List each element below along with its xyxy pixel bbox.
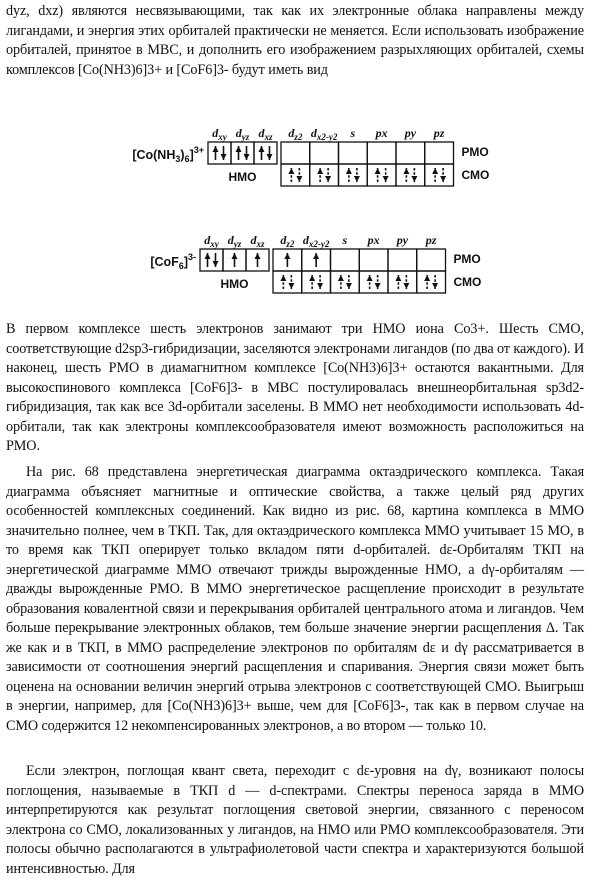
d2-smo-cell-5-down-arrow <box>432 275 438 289</box>
d2-smo-cell-2-down-arrow-head <box>346 283 352 289</box>
d2-rmo-cell-5 <box>417 249 446 271</box>
d1-rmo-cell-3 <box>367 142 396 164</box>
d1-smo-cell-3-up-arrow-head <box>375 168 381 174</box>
d1-nmo-cell-0-down-arrow-head <box>221 154 227 160</box>
d1-rmo-label: РМО <box>461 145 489 159</box>
d2-rmo-cell-4 <box>388 249 417 271</box>
d2-smo-label: СМО <box>453 275 482 289</box>
d1-smo-cell-5-up-arrow-head <box>432 168 438 174</box>
d2-smo-cell-1 <box>302 271 331 293</box>
d2-top-orbital-label-3: px <box>367 233 380 247</box>
d2-smo-cell-3-up-arrow <box>367 275 373 289</box>
d1-smo-cell-5-down-arrow <box>440 168 446 182</box>
d1-smo-cell-4-down-arrow-head <box>411 176 417 182</box>
d2-nmo-cell-1-up-arrow <box>232 253 238 267</box>
d2-nmo-cell-1-up-arrow-head <box>232 253 238 259</box>
p2-text: В первом комплексе шесть электронов занимают три НМО иона Co3+. Шесть СМО, соответствующие d2sp3-гибридизации, заселяются электронами лигандов (по два от каждого). И наконец, шесть РМО в диамагнитном комплексе [Co(NH3)6]3+ остаются вакантными. Для высокоспинового комплекса [CoF6]3- в МВС постулировалась внешнеорбитальная sp3d2-гибридизация, так как все 3d-орбитали заселены. В ММО нет необходимости использовать 4d-орбитали, так как электроны комплексообразователя имеют возможность расположиться на РМО. <box>6 321 584 454</box>
p3-text: На рис. 68 представлена энергетическая диаграмма октаэдрического комплекса. Такая диаграмма объясняет магнитные и оптические свойства, а также целый ряд других особенностей комплексных соединений. Как видно из рис. 68, картина комплекса в ММО значительно полнее, чем в ТКП. Так, для октаэдрического комплекса ММО учитывает 15 МО, в то время как ТКП оперирует только вкладом пяти d-орбиталей. dε-Орбиталям ТКП на энергетической диаграмме ММО отвечают трижды вырожденные НМО, а dγ-орбиталям — дважды вырожденные РМО. В ММО энергетическое расщепление происходит в результате образования ковалентной связи и перекрывания орбиталей центрального атома и лигандов. Чем больше перекрывание электронных облаков, тем больше значение энергии расщепления Δ. Так же как и в ТКП, в ММО распределение электронов по орбиталям dε и dγ рассматривается в зависимости от соотношения энергий расщепления и спаривания. Энергия связи может быть оценена на основании величин энергий отрыва электронов с соответствующей СМО. Выигрыш в энергии, например, для [Co(NH3)6]3+ выше, чем для [CoF6]3-, так как в первом случае на СМО содержится 12 некомпенсированных электронов, а во втором — только 10. <box>6 464 584 734</box>
d1-rmo-cell-4 <box>396 142 425 164</box>
d2-smo-cell-4 <box>388 271 417 293</box>
d2-rmo-label: РМО <box>453 252 481 266</box>
d1-smo-cell-1-down-arrow <box>325 168 331 182</box>
d2-smo-cell-3-down-arrow-head <box>375 283 381 289</box>
d2-smo-cell-5 <box>417 271 446 293</box>
diagram-co-nh3-svg <box>0 118 590 206</box>
d2-smo-cell-4-down-arrow-head <box>403 283 409 289</box>
d2-nmo-cell-0-down-arrow-head <box>213 261 219 267</box>
d1-nmo-cell-0-up-arrow <box>213 146 219 160</box>
d2-smo-cell-1-down-arrow <box>317 275 323 289</box>
d1-smo-cell-0-down-arrow <box>296 168 302 182</box>
d1-smo-cell-1-down-arrow-head <box>325 176 331 182</box>
d2-smo-cell-5-up-arrow-head <box>424 275 430 281</box>
d1-smo-label: СМО <box>461 168 490 182</box>
d2-nmo-cell-2-up-arrow <box>255 253 261 267</box>
d2-smo-cell-0-up-arrow-head <box>280 275 286 281</box>
d1-top-orbital-label-0: $d_{z2}$ <box>288 126 303 142</box>
d1-nmo-cell-1-down-arrow-head <box>244 154 250 160</box>
d1-top-orbital-label-5: pz <box>433 126 445 140</box>
d1-smo-cell-2-down-arrow-head <box>354 176 360 182</box>
d2-smo-cell-1-up-arrow-head <box>309 275 315 281</box>
d1-smo-cell-0-up-arrow-head <box>288 168 294 174</box>
d2-nmo-orbital-label-1: $d_{yz}$ <box>227 233 242 249</box>
d2-rmo-cell-1-up-arrow <box>313 253 319 267</box>
d2-nmo-cell-0-down-arrow <box>213 253 219 267</box>
d1-smo-cell-5-down-arrow-head <box>440 176 446 182</box>
d2-nmo-cell-0 <box>200 249 223 271</box>
d2-nmo-orbital-label-0: $d_{xy}$ <box>204 233 219 249</box>
d1-smo-cell-4 <box>396 164 425 186</box>
paragraph-1 <box>6 2 584 80</box>
d2-rmo-cell-2 <box>331 249 360 271</box>
diagram-cof6-svg <box>0 225 590 313</box>
d1-nmo-orbital-label-1: $d_{yz}$ <box>235 126 250 142</box>
diagram-cof6 <box>0 225 590 313</box>
d1-smo-cell-5-up-arrow <box>432 168 438 182</box>
d1-nmo-orbital-label-2: $d_{xz}$ <box>258 126 273 142</box>
d2-smo-cell-0-down-arrow <box>288 275 294 289</box>
d1-nmo-cell-0-up-arrow-head <box>213 146 219 152</box>
d2-nmo-cell-0-up-arrow <box>205 253 211 267</box>
d2-nmo-cell-0-up-arrow-head <box>205 253 211 259</box>
p1-text: dyz, dxz) являются несвязывающими, так как их электронные облака направлены между лигандами, и энергия этих орбиталей практически не меняется. Если использовать изображение орбиталей, принятое в МВС, и дополнить его изображением разрыхляющих орбиталей, схемы комплексов [Co(NH3)6]3+ и [CoF6]3- будут иметь вид <box>6 3 584 78</box>
d2-nmo-orbital-label-2: $d_{xz}$ <box>250 233 265 249</box>
d1-nmo-cell-1-up-arrow <box>236 146 242 160</box>
d1-rmo-cell-1 <box>310 142 339 164</box>
d2-smo-cell-3 <box>359 271 388 293</box>
d1-nmo-orbital-label-0: $d_{xy}$ <box>212 126 227 142</box>
d1-rmo-cell-5 <box>425 142 454 164</box>
d2-smo-cell-0-down-arrow-head <box>288 283 294 289</box>
d2-smo-cell-4-up-arrow-head <box>395 275 401 281</box>
d1-smo-cell-3-up-arrow <box>375 168 381 182</box>
d2-smo-cell-0-up-arrow <box>280 275 286 289</box>
d2-smo-cell-2 <box>331 271 360 293</box>
d2-smo-cell-4-down-arrow <box>403 275 409 289</box>
paragraph-2 <box>6 320 584 457</box>
d1-nmo-cell-1-down-arrow <box>244 146 250 160</box>
d1-nmo-cell-1 <box>231 142 254 164</box>
d1-nmo-cell-0 <box>208 142 231 164</box>
d1-smo-cell-0-down-arrow-head <box>296 176 302 182</box>
d2-rmo-cell-1-up-arrow-head <box>313 253 319 259</box>
d2-smo-cell-3-up-arrow-head <box>367 275 373 281</box>
d2-smo-cell-5-down-arrow-head <box>432 283 438 289</box>
d1-smo-cell-4-down-arrow <box>411 168 417 182</box>
d1-top-orbital-label-3: px <box>375 126 388 140</box>
d2-smo-cell-2-up-arrow-head <box>338 275 344 281</box>
d1-smo-cell-2-up-arrow-head <box>346 168 352 174</box>
d2-top-orbital-label-4: py <box>396 233 409 247</box>
d2-top-orbital-label-0: $d_{z2}$ <box>280 233 295 249</box>
d1-rmo-cell-2 <box>339 142 368 164</box>
d1-smo-cell-0-up-arrow <box>288 168 294 182</box>
d1-nmo-cell-2 <box>254 142 277 164</box>
d2-smo-cell-3-down-arrow <box>375 275 381 289</box>
d1-smo-cell-0 <box>281 164 310 186</box>
d2-smo-cell-1-down-arrow-head <box>317 283 323 289</box>
d1-smo-cell-4-up-arrow <box>403 168 409 182</box>
d1-nmo-cell-2-up-arrow-head <box>259 146 265 152</box>
d1-top-orbital-label-1: $d_{x2-y2}$ <box>310 126 338 142</box>
p4-text: Если электрон, поглощая квант света, переходит с dε-уровня на dγ, возникают полосы поглощения, называемые в ТКП d — d-спектрами. Спектры переноса заряда в ММО интерпретируются как результат поглощения световой энергии, связанного с переносом электрона со СМО, локализованных у лигандов, на НМО или РМО комплексообразователя. Эти полосы обычно располагаются в ультрафиолетовой части спектра и характеризуются большой интенсивностью. Для <box>6 763 584 877</box>
d2-smo-cell-4-up-arrow <box>395 275 401 289</box>
d2-rmo-cell-0-up-arrow-head <box>284 253 290 259</box>
d1-smo-cell-3 <box>367 164 396 186</box>
d1-smo-cell-1 <box>310 164 339 186</box>
d1-top-orbital-label-2: s <box>350 126 356 140</box>
d1-smo-cell-1-up-arrow-head <box>317 168 323 174</box>
d1-nmo-cell-2-up-arrow <box>259 146 265 160</box>
d2-top-orbital-label-1: $d_{x2-y2}$ <box>302 233 330 249</box>
d1-smo-cell-3-down-arrow-head <box>383 176 389 182</box>
d1-nmo-label: НМО <box>228 170 257 184</box>
d1-smo-cell-5 <box>425 164 454 186</box>
d1-smo-cell-2 <box>339 164 368 186</box>
paragraph-3 <box>6 463 584 736</box>
d1-nmo-cell-0-down-arrow <box>221 146 227 160</box>
d1-rmo-cell-0 <box>281 142 310 164</box>
d2-smo-cell-2-down-arrow <box>346 275 352 289</box>
d2-rmo-cell-3 <box>359 249 388 271</box>
d2-smo-cell-1-up-arrow <box>309 275 315 289</box>
d1-smo-cell-2-down-arrow <box>354 168 360 182</box>
d2-smo-cell-2-up-arrow <box>338 275 344 289</box>
d1-nmo-cell-1-up-arrow-head <box>236 146 242 152</box>
d2-nmo-label: НМО <box>220 277 249 291</box>
d2-smo-cell-5-up-arrow <box>424 275 430 289</box>
d1-smo-cell-3-down-arrow <box>383 168 389 182</box>
d1-smo-cell-2-up-arrow <box>346 168 352 182</box>
d2-complex-formula: $[CoF_6]^{3-}$ <box>150 252 196 271</box>
d2-nmo-cell-2-up-arrow-head <box>255 253 261 259</box>
d1-nmo-cell-2-down-arrow <box>267 146 273 160</box>
d2-top-orbital-label-2: s <box>342 233 348 247</box>
d1-top-orbital-label-4: py <box>404 126 417 140</box>
d1-smo-cell-1-up-arrow <box>317 168 323 182</box>
d1-nmo-cell-2-down-arrow-head <box>267 154 273 160</box>
d1-smo-cell-4-up-arrow-head <box>403 168 409 174</box>
d2-top-orbital-label-5: pz <box>425 233 437 247</box>
diagram-co-nh3 <box>0 118 590 206</box>
d1-complex-formula: $[Co(NH_3)_6]^{3+}$ <box>132 145 204 164</box>
d2-smo-cell-0 <box>273 271 302 293</box>
d2-rmo-cell-0-up-arrow <box>284 253 290 267</box>
paragraph-4 <box>6 762 584 879</box>
